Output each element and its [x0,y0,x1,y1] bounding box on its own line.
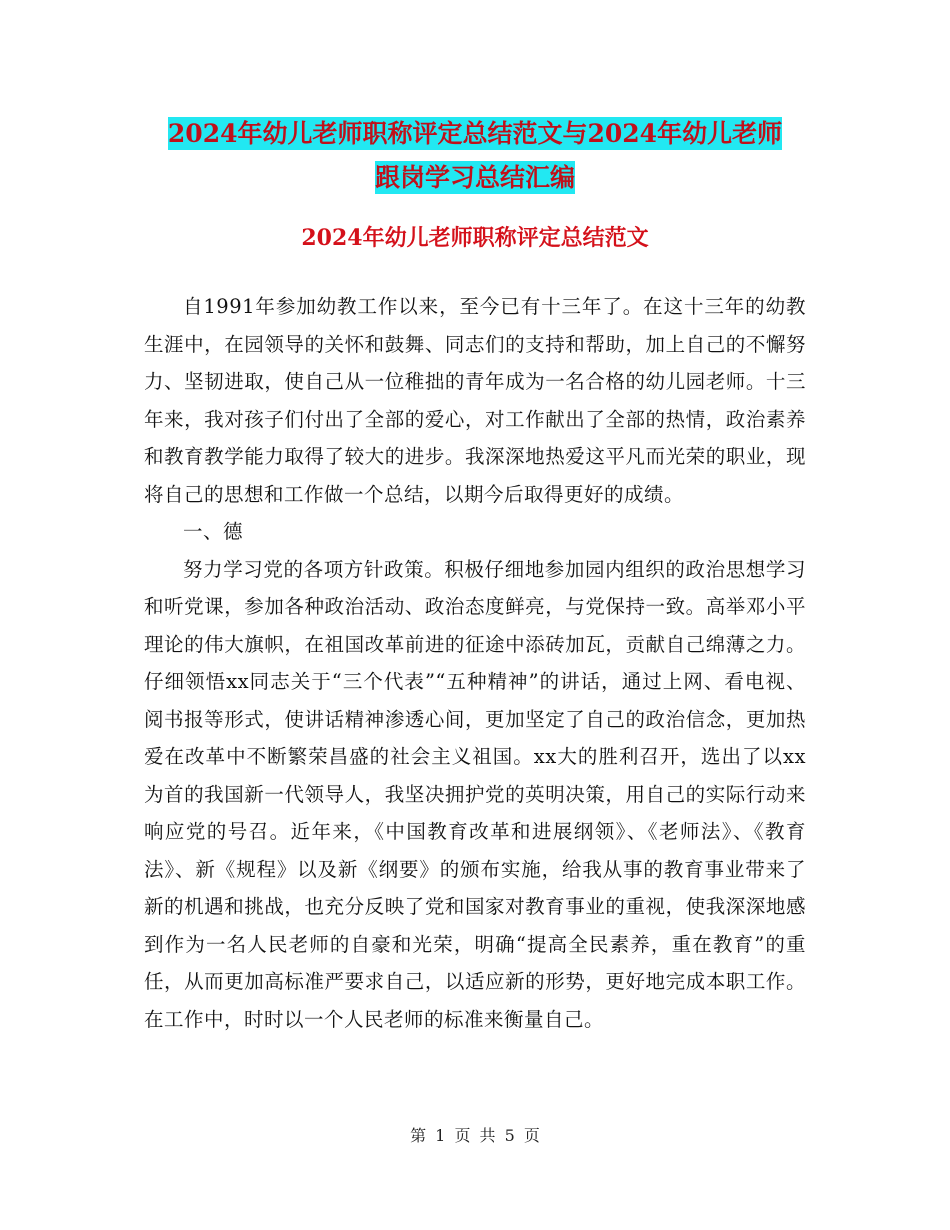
document-title-line-1: 2024年幼儿老师职称评定总结范文与2024年幼儿老师 [167,119,783,148]
paragraph-intro: 自1991年参加幼教工作以来，至今已有十三年了。在这十三年的幼教生涯中，在园领导的关怀和鼓舞、同志们的支持和帮助，加上自己的不懈努力、坚韧进取，使自己从一位稚拙的青年成为一名合格的幼儿园老师。十三年来，我对孩子们付出了全部的爱心，对工作献出了全部的热情，政治素养和教育教学能力取得了较大的进步。我深深地热爱这平凡而光荣的职业，现将自己的思想和工作做一个总结，以期今后取得更好的成绩。 [144,295,806,506]
document-title [0,112,950,200]
document-body [144,288,806,1038]
paragraph-morality: 努力学习党的各项方针政策。积极仔细地参加园内组织的政治思想学习和听党课，参加各种政治活动、政治态度鲜亮，与党保持一致。高举邓小平理论的伟大旗帜，在祖国改革前进的征途中添砖加瓦，贡献自己绵薄之力。仔细领悟xx同志关于“三个代表”“五种精神”的讲话，通过上网、看电视、阅书报等形式，使讲话精神渗透心间，更加坚定了自己的政治信念，更加热爱在改革中不断繁荣昌盛的社会主义祖国。xx大的胜利召开，选出了以xx为首的我国新一代领导人，我坚决拥护党的英明决策，用自己的实际行动来响应党的号召。近年来，《中国教育改革和进展纲领》、《老师法》、《教育法》、新《规程》以及新《纲要》的颁布实施，给我从事的教育事业带来了新的机遇和挑战，也充分反映了党和国家对教育事业的重视，使我深深地感到作为一名人民老师的自豪和光荣，明确“提高全民素养，重在教育”的重任，从而更加高标准严要求自己，以适应新的形势，更好地完成本职工作。在工作中，时时以一个人民老师的标准来衡量自己。 [144,557,806,1031]
document-title-line-2: 跟岗学习总结汇编 [374,163,575,192]
heading-morality: 一、德 [183,520,244,543]
section-title: 2024年幼儿老师职称评定总结范文 [301,225,649,251]
page-footer: 第 1 页 共 5 页 [410,1126,540,1145]
